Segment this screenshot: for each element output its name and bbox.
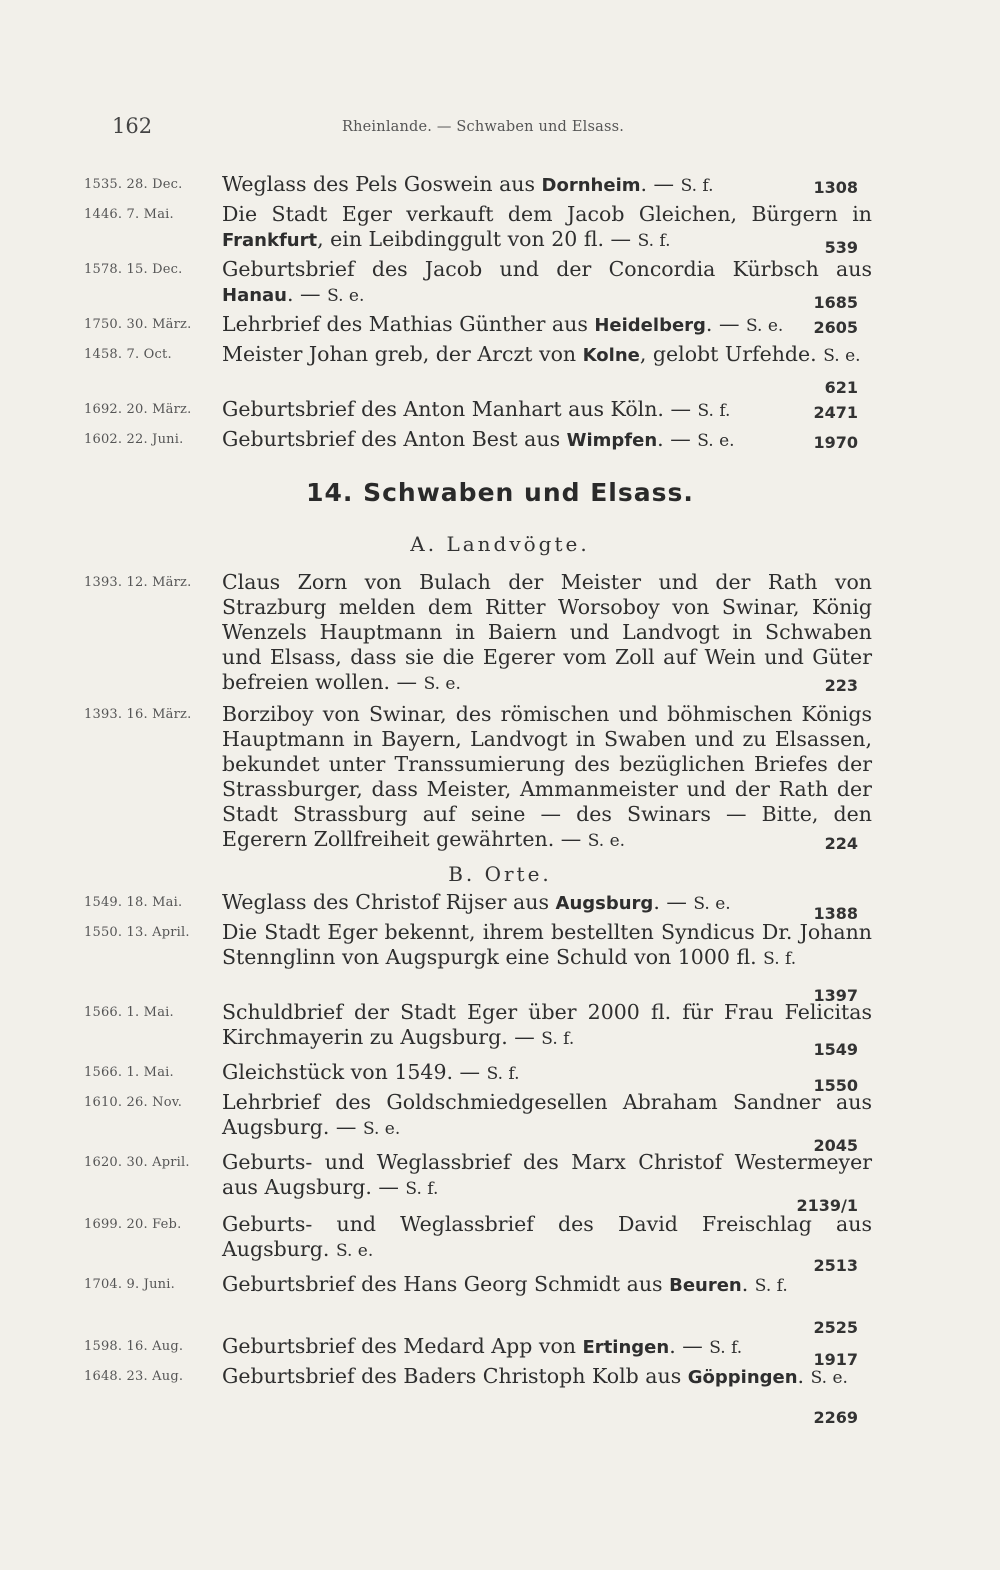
entry-date: 1393. 16. März. <box>84 707 192 722</box>
seal-note: S. f. <box>680 176 714 196</box>
entry-date: 1458. 7. Oct. <box>84 347 172 362</box>
entry-number: 1970 <box>813 433 858 452</box>
entry-text: Weglass des Christof Rijser aus Augsburg. — S. e. <box>222 890 731 914</box>
running-head: Rheinlande. — Schwaben und Elsass. <box>342 119 625 135</box>
seal-note: S. e. <box>823 346 861 366</box>
seal-note: S. f. <box>697 401 731 421</box>
entry-text: Claus Zorn von Bulach der Meister und der Rath von Strazburg melden dem Ritter Worsoboy von Swinar, König Wenzels Hauptmann in Baiern und Landvogt in Schwaben und Elsass, dass sie die Egerer vom Zoll auf Wein und Güter befreien wollen. — S. e. <box>222 570 872 694</box>
seal-note: S. e. <box>745 316 784 336</box>
seal-note: S. e. <box>587 831 626 851</box>
entry-number: 1685 <box>813 293 858 312</box>
entry-date: 1648. 23. Aug. <box>84 1369 184 1384</box>
entry-text: Geburtsbrief des Anton Best aus Wimpfen. — S. e. <box>222 427 735 451</box>
place-name: Beuren <box>669 1275 742 1296</box>
place-name: Göppingen <box>687 1367 798 1388</box>
seal-note: S. e. <box>423 674 461 694</box>
entry-number: 224 <box>824 834 858 853</box>
subsection-title-b: B. Orte. <box>448 862 552 886</box>
entry-date: 1704. 9. Juni. <box>84 1277 175 1292</box>
entry-number: 2513 <box>813 1256 858 1275</box>
entry-number: 1308 <box>813 178 858 197</box>
entry-date: 1598. 16. Aug. <box>84 1339 184 1354</box>
entry-number: 1550 <box>813 1076 858 1095</box>
entry-number: 1388 <box>813 904 858 923</box>
entry-number: 2139/1 <box>796 1196 858 1215</box>
entry-date: 1620. 30. April. <box>84 1155 190 1170</box>
entry-date: 1602. 22. Juni. <box>84 432 184 447</box>
entry-date: 1566. 1. Mai. <box>84 1065 174 1080</box>
seal-note: S. e. <box>362 1119 401 1139</box>
entry-number: 621 <box>824 378 858 397</box>
entry-date: 1699. 20. Feb. <box>84 1217 182 1232</box>
place-name: Augsburg <box>555 893 654 914</box>
entry-number: 2471 <box>813 403 858 422</box>
entry-number: 2269 <box>813 1408 858 1427</box>
entry-text: Geburtsbrief des Anton Manhart aus Köln. — S. f. <box>222 397 731 421</box>
seal-note: S. e. <box>335 1241 374 1261</box>
entry-number: 1397 <box>813 986 858 1005</box>
entry-date: 1550. 13. April. <box>84 925 190 940</box>
place-name: Ertingen <box>582 1337 670 1358</box>
entry-text: Weglass des Pels Goswein aus Dornheim. — S. f. <box>222 172 714 196</box>
place-name: Dornheim <box>541 175 641 196</box>
entry-text: Geburts- und Weglassbrief des Marx Christof Westermeyer aus Augsburg. — S. f. <box>222 1150 872 1199</box>
seal-note: S. f. <box>541 1029 575 1049</box>
entry-text: Geburts- und Weglassbrief des David Freischlag aus Augsburg. S. e. <box>222 1212 872 1261</box>
entry-text: Lehrbrief des Mathias Günther aus Heidelberg. — S. e. <box>222 312 784 336</box>
seal-note: S. f. <box>754 1276 788 1296</box>
entry-date: 1535. 28. Dec. <box>84 177 183 192</box>
entry-text: Schuldbrief der Stadt Eger über 2000 fl. für Frau Felicitas Kirchmayerin zu Augsburg. — S. f. <box>222 1000 872 1049</box>
place-name: Kolne <box>582 345 640 366</box>
entry-text: Geburtsbrief des Baders Christoph Kolb aus Göppingen. S. e. <box>222 1364 848 1388</box>
entry-text: Die Stadt Eger bekennt, ihrem bestellten Syndicus Dr. Johann Stennglinn von Augspurgk eine Schuld von 1000 fl. S. f. <box>222 920 872 969</box>
place-name: Heidelberg <box>594 315 706 336</box>
subsection-title-a: A. Landvögte. <box>410 532 590 556</box>
entry-number: 1917 <box>813 1350 858 1369</box>
seal-note: S. f. <box>405 1179 439 1199</box>
entry-date: 1578. 15. Dec. <box>84 262 183 277</box>
entry-date: 1750. 30. März. <box>84 317 192 332</box>
page-number: 162 <box>112 114 153 138</box>
entry-text: Geburtsbrief des Hans Georg Schmidt aus Beuren. S. f. <box>222 1272 788 1296</box>
entry-date: 1610. 26. Nov. <box>84 1095 183 1110</box>
entry-number: 2045 <box>813 1136 858 1155</box>
entry-date: 1393. 12. März. <box>84 575 192 590</box>
seal-note: S. f. <box>763 949 797 969</box>
entry-text: Gleichstück von 1549. — S. f. <box>222 1060 520 1084</box>
entry-number: 1549 <box>813 1040 858 1059</box>
section-title: 14. Schwaben und Elsass. <box>306 478 694 507</box>
entry-text: Geburtsbrief des Medard App von Ertingen. — S. f. <box>222 1334 743 1358</box>
entry-number: 2605 <box>813 318 858 337</box>
entry-text: Meister Johan greb, der Arczt von Kolne, gelobt Urfehde. S. e. <box>222 342 861 366</box>
entry-text: Geburtsbrief des Jacob und der Concordia Kürbsch aus Hanau. — S. e. <box>222 257 872 306</box>
entry-text: Die Stadt Eger verkauft dem Jacob Gleichen, Bürgern in Frankfurt, ein Leibdinggult von 20 fl. — S. f. <box>222 202 872 251</box>
seal-note: S. f. <box>486 1064 520 1084</box>
seal-note: S. e. <box>697 431 735 451</box>
entry-date: 1549. 18. Mai. <box>84 895 183 910</box>
seal-note: S. f. <box>637 231 671 251</box>
entry-number: 2525 <box>813 1318 858 1337</box>
entry-date: 1566. 1. Mai. <box>84 1005 174 1020</box>
place-name: Wimpfen <box>566 430 658 451</box>
entry-text: Lehrbrief des Goldschmiedgesellen Abraham Sandner aus Augsburg. — S. e. <box>222 1090 872 1139</box>
seal-note: S. e. <box>810 1368 848 1388</box>
place-name: Hanau <box>222 285 287 306</box>
seal-note: S. e. <box>693 894 731 914</box>
entry-number: 223 <box>824 676 858 695</box>
entry-date: 1446. 7. Mai. <box>84 207 174 222</box>
entry-number: 539 <box>824 238 858 257</box>
entry-text: Borziboy von Swinar, des römischen und böhmischen Königs Hauptmann in Bayern, Landvogt in Swaben und zu Elsassen, bekundet unter Transsumierung des bezüglichen Briefes der Strassburger, dass Meister, Ammanmeister und der Rath der Stadt Strassburg auf seine — des Swinars — Bitte, den Egerern Zollfreiheit gewährten. — S. e. <box>222 702 872 851</box>
entry-date: 1692. 20. März. <box>84 402 192 417</box>
seal-note: S. e. <box>327 286 365 306</box>
seal-note: S. f. <box>709 1338 743 1358</box>
place-name: Frankfurt <box>222 230 318 251</box>
